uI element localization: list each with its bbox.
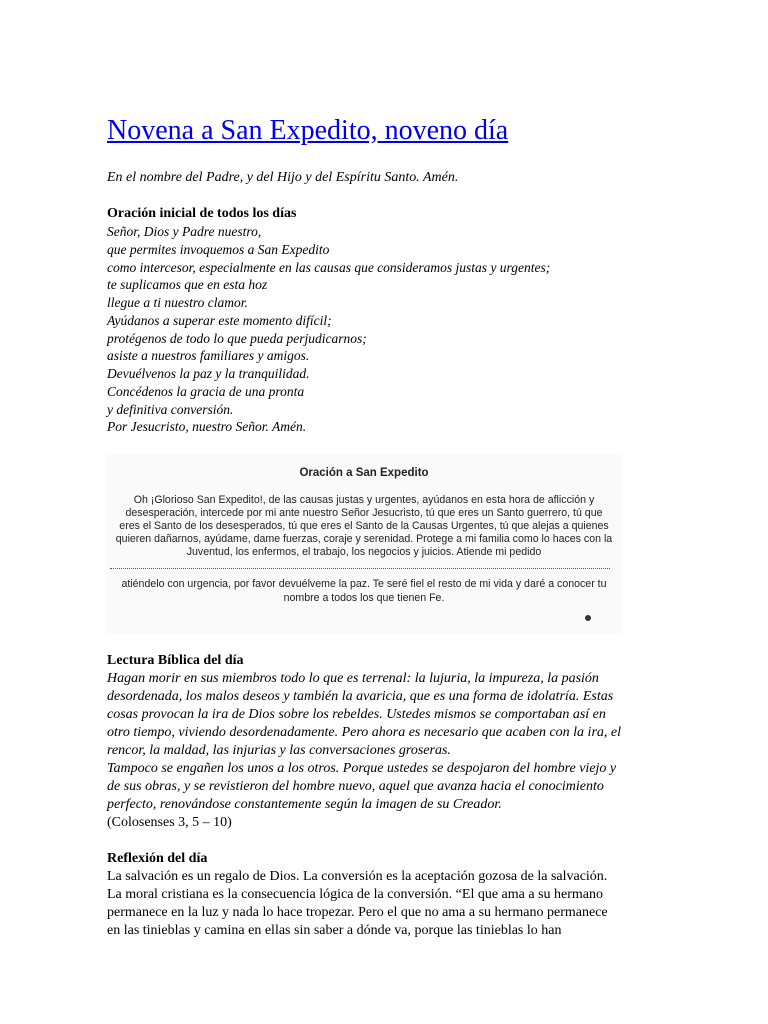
poem-line: Señor, Dios y Padre nuestro, xyxy=(107,224,262,239)
reflexion-line: en las tinieblas y camina en ellas sin saber a dónde va, porque las tinieblas lo han xyxy=(107,923,562,938)
reflexion-line: La moral cristiana es la consecuencia lógica de la conversión. “El que ama a su hermano xyxy=(107,887,604,902)
poem-line: y definitiva conversión. xyxy=(107,401,234,417)
oracion-image-card xyxy=(107,454,621,634)
lectura-line: Tampoco se engañen los unos a los otros. Porque ustedes se despojaron del hombre viejo y xyxy=(107,761,617,776)
dotted-divider xyxy=(110,568,610,569)
poem-line: llegue a ti nuestro clamor. xyxy=(107,295,248,310)
card-line: eres el Santo de los desesperados, tú que eres el Santo de la Causas Urgentes, tú que alejas a quienes xyxy=(119,520,609,533)
poem-line: Por Jesucristo, nuestro Señor. Amén. xyxy=(107,419,307,435)
card-tail xyxy=(107,578,621,604)
lectura-line: rencor, la maldad, las injurias y las conversaciones groseras. xyxy=(107,743,451,758)
lectura-line: de sus obras, y se revistieron del hombre nuevo, aquel que avanza hacia el conocimiento xyxy=(107,779,604,794)
lectura-section xyxy=(107,652,667,832)
oracion-inicial-text xyxy=(107,223,667,436)
poem-line: Devuélvenos la paz y la tranquilidad. xyxy=(107,366,310,381)
ink-mark xyxy=(585,615,591,621)
lectura-heading: Lectura Bíblica del día xyxy=(107,653,244,668)
card-line: quieren dañarnos, ayúdame, dame fuerzas, coraje y serenidad. Protege a mi familia como lo haces con la xyxy=(115,533,613,546)
document-content xyxy=(107,113,667,940)
intro-text: En el nombre del Padre, y del Hijo y del Espíritu Santo. Amén. xyxy=(107,170,459,185)
lectura-line: Hagan morir en sus miembros todo lo que es terrenal: la lujuria, la impureza, la pasión xyxy=(107,671,599,686)
lectura-line: desordenada, los malos deseos y también la avaricia, que es una forma de idolatría. Estas xyxy=(107,689,614,704)
card-title: Oración a San Expedito xyxy=(299,467,429,479)
reflexion-line: permanece en la luz y nada lo hace tropezar. Pero el que no ama a su hermano permanece xyxy=(107,905,608,920)
reflexion-section xyxy=(107,850,667,940)
page-title-link[interactable]: Novena a San Expedito, noveno día xyxy=(107,115,509,146)
oracion-inicial-heading: Oración inicial de todos los días xyxy=(107,206,297,221)
card-line: Juventud, los enfermos, el trabajo, los negocios y juicios. Atiende mi pedido xyxy=(186,546,542,559)
lectura-line: perfecto, renovándose constantemente según la imagen de su Creador. xyxy=(107,797,502,812)
poem-line: Ayúdanos a superar este momento difícil; xyxy=(107,312,332,328)
lectura-text xyxy=(107,670,667,832)
poem-line: asiste a nuestros familiares y amigos. xyxy=(107,348,310,364)
reflexion-text xyxy=(107,868,667,940)
card-line: nombre a todos los que tienen Fe. xyxy=(283,591,445,604)
poem-line: te suplicamos que en esta hoz xyxy=(107,277,268,293)
poem-line: como intercesor, especialmente en las causas que consideramos justas y urgentes; xyxy=(107,259,551,275)
card-line: desesperación, intercede por mi ante nuestro Señor Jesucristo, tú que eres un Santo guerrero, tú que xyxy=(125,507,603,520)
oracion-inicial-section xyxy=(107,205,667,436)
poem-line: que permites invoquemos a San Expedito xyxy=(107,241,330,257)
lectura-citation: (Colosenses 3, 5 – 10) xyxy=(107,815,232,830)
poem-line: Concédenos la gracia de una pronta xyxy=(107,383,305,399)
card-line: Oh ¡Glorioso San Expedito!, de las causas justas y urgentes, ayúdanos en esta hora de aflicción y xyxy=(133,494,595,506)
reflexion-line: La salvación es un regalo de Dios. La conversión es la aceptación gozosa de la salvación. xyxy=(107,869,608,884)
poem-line: protégenos de todo lo que pueda perjudicarnos; xyxy=(107,330,367,346)
lectura-line: cosas provocan la ira de Dios sobre los rebeldes. Ustedes mismos se comportaban así en xyxy=(107,707,606,722)
card-line: atiéndelo con urgencia, por favor devuélveme la paz. Te seré fiel el resto de mi vida y daré a conocer tu xyxy=(121,578,607,591)
reflexion-heading: Reflexión del día xyxy=(107,851,208,866)
card-body xyxy=(107,494,621,559)
lectura-line: otro tiempo, viviendo desordenadamente. Pero ahora es necesario que acaben con la ira, el xyxy=(107,725,621,740)
